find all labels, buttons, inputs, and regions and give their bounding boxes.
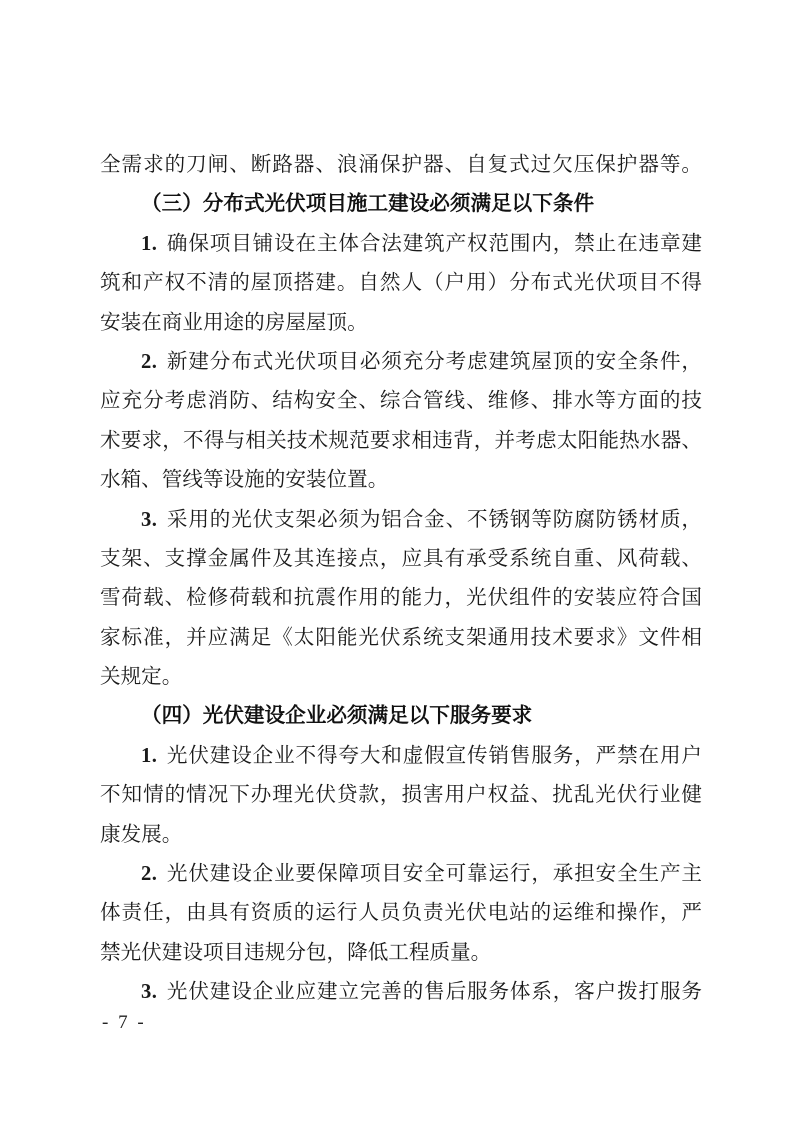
text-line: 全需求的刀闸、断路器、浪涌保护器、自复式过欠压保护器等。 xyxy=(100,154,702,176)
text-line: 3. 光伏建设企业应建立完善的售后服务体系，客户拨打服务 xyxy=(141,981,702,1004)
text-line: 1. 确保项目铺设在主体合法建筑产权范围内，禁止在违章建 xyxy=(141,232,702,255)
paragraph-number: 3. xyxy=(141,981,158,1004)
text-line: 家标准，并应满足《太阳能光伏系统支架通用技术要求》文件相 xyxy=(100,626,702,649)
text-line: 关规定。 xyxy=(100,666,183,689)
text-line: 支架、支撑金属件及其连接点，应具有承受系统自重、风荷载、 xyxy=(100,547,702,570)
paragraph-number: 1. xyxy=(141,744,158,767)
document-body xyxy=(100,146,702,1013)
paragraph-number: 3. xyxy=(141,508,158,531)
text-line: 应充分考虑消防、结构安全、综合管线、维修、排水等方面的技 xyxy=(100,390,702,413)
text-line: 3. 采用的光伏支架必须为铝合金、不锈钢等防腐防锈材质， xyxy=(141,508,702,531)
page-number: - 7 - xyxy=(102,1012,147,1033)
text-line: 禁光伏建设项目违规分包，降低工程质量。 xyxy=(100,941,492,964)
text-line: 术要求，不得与相关技术规范要求相违背，并考虑太阳能热水器、 xyxy=(100,429,702,452)
paragraph-number: 1. xyxy=(141,232,158,255)
paragraph-number: 2. xyxy=(141,350,158,373)
text-line: 安装在商业用途的房屋屋顶。 xyxy=(100,311,368,334)
text-line: 不知情的情况下办理光伏贷款，损害用户权益、扰乱光伏行业健 xyxy=(100,784,702,807)
text-line: 雪荷载、检修荷载和抗震作用的能力，光伏组件的安装应符合国 xyxy=(100,587,702,610)
paragraph-number: 2. xyxy=(141,863,158,886)
text-line: 康发展。 xyxy=(100,823,183,846)
text-line: 1. 光伏建设企业不得夸大和虚假宣传销售服务，严禁在用户 xyxy=(141,744,702,767)
text-line: 筑和产权不清的屋顶搭建。自然人（户用）分布式光伏项目不得 xyxy=(100,272,702,295)
text-line: 2. 新建分布式光伏项目必须充分考虑建筑屋顶的安全条件， xyxy=(141,350,702,373)
section-heading: （三）分布式光伏项目施工建设必须满足以下条件 xyxy=(141,193,595,216)
text-line: 水箱、管线等设施的安装位置。 xyxy=(100,469,389,492)
text-line: 体责任，由具有资质的运行人员负责光伏电站的运维和操作，严 xyxy=(100,902,702,925)
section-heading: （四）光伏建设企业必须满足以下服务要求 xyxy=(141,705,533,728)
text-line: 2. 光伏建设企业要保障项目安全可靠运行，承担安全生产主 xyxy=(141,863,702,886)
